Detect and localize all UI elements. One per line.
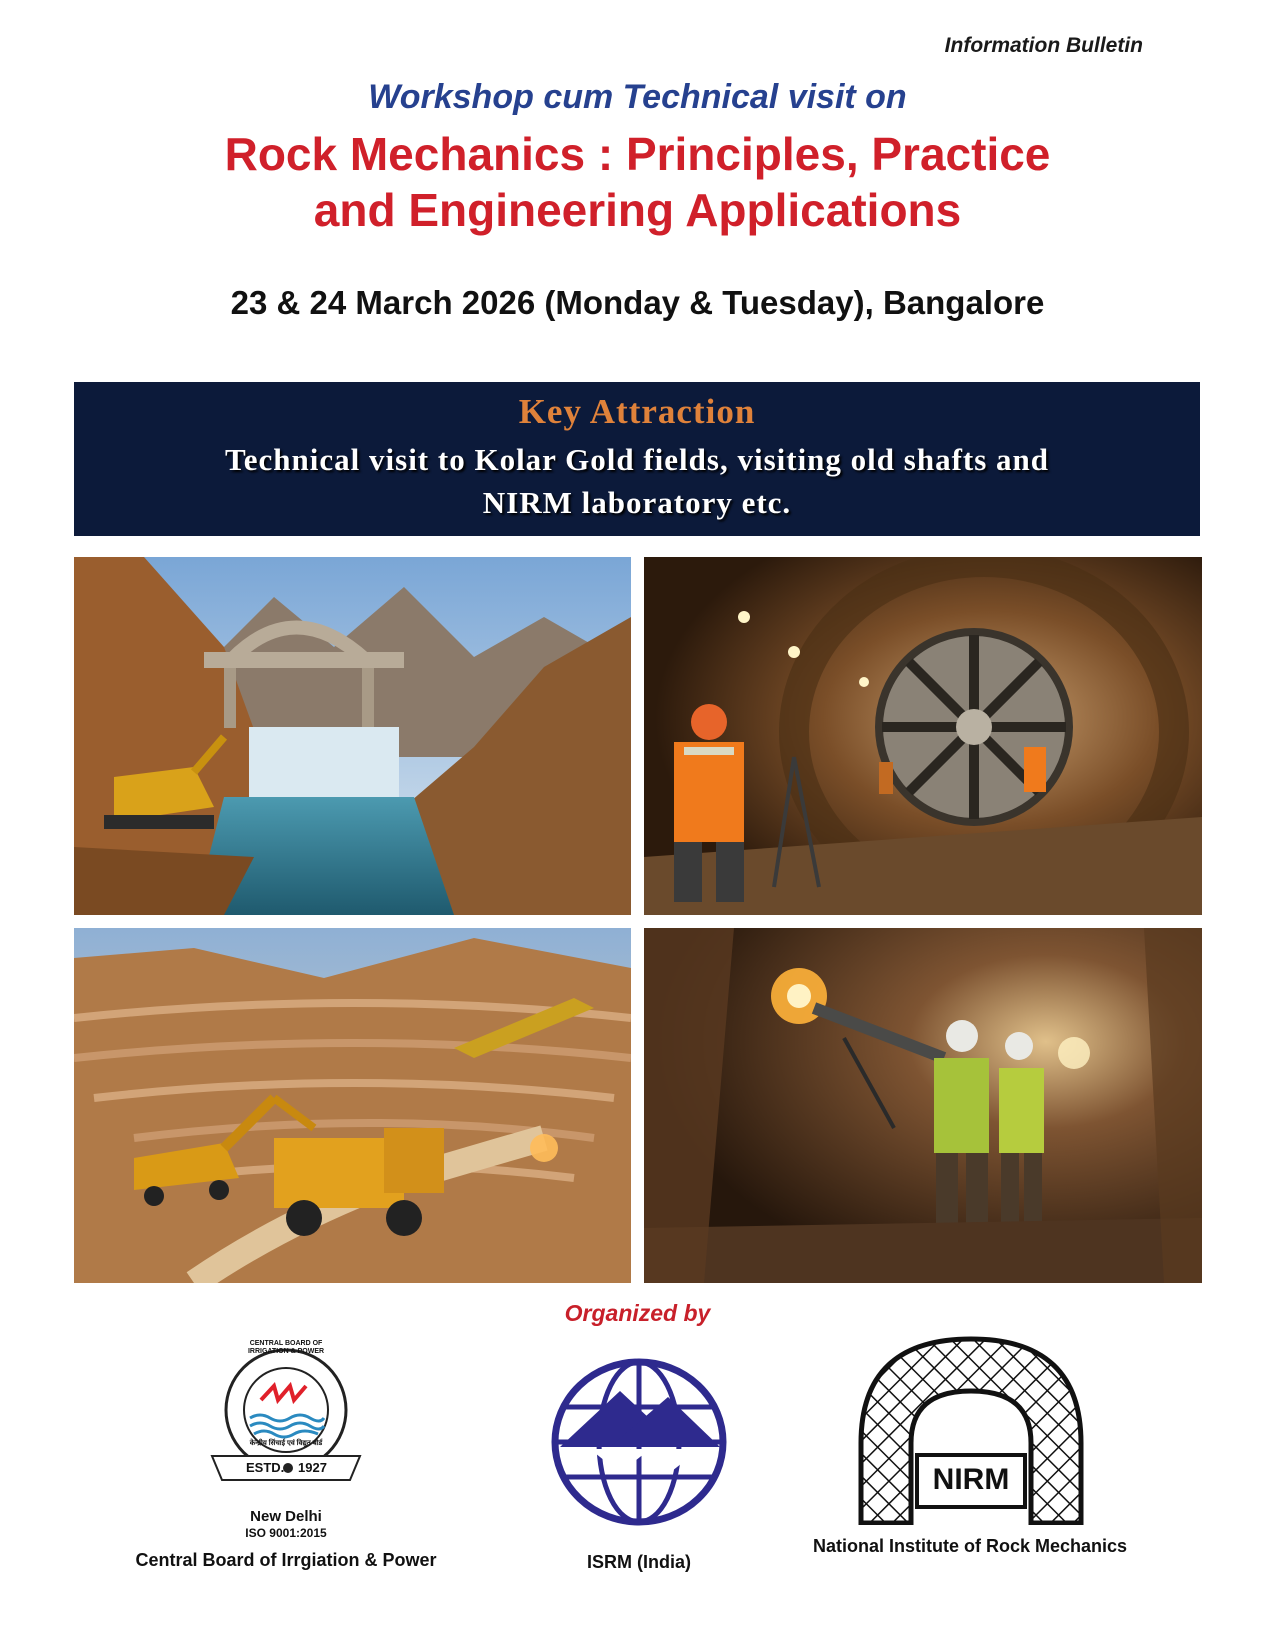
cbip-name: Central Board of Irrgiation & Power bbox=[135, 1550, 437, 1570]
cbip-logo bbox=[206, 1338, 366, 1508]
event-dates: 23 & 24 March 2026 (Monday & Tuesday), Bangalore bbox=[230, 284, 1045, 321]
nirm-name: National Institute of Rock Mechanics bbox=[812, 1536, 1128, 1556]
title-line-2: and Engineering Applications bbox=[313, 184, 962, 236]
cbip-city: New Delhi bbox=[250, 1508, 322, 1525]
title-line-1: Rock Mechanics : Principles, Practice bbox=[224, 128, 1051, 180]
organized-by-label: Organized by bbox=[564, 1300, 711, 1326]
workshop-title bbox=[0, 126, 1275, 238]
key-attraction-line-2: NIRM laboratory etc. bbox=[482, 485, 792, 520]
photo-dam-bridge bbox=[74, 557, 631, 915]
isrm-name: ISRM (India) bbox=[587, 1552, 691, 1572]
key-attraction-banner bbox=[74, 382, 1200, 536]
photo-open-pit-mine bbox=[74, 928, 631, 1283]
key-attraction-text bbox=[74, 438, 1200, 524]
cbip-seal-text: CENTRAL BOARD OF IRRIGATION & POWER bbox=[247, 1340, 325, 1355]
key-attraction-line-1: Technical visit to Kolar Gold fields, visiting old shafts and bbox=[224, 442, 1050, 477]
nirm-abbr: NIRM bbox=[932, 1463, 1010, 1496]
photo-underground-drilling bbox=[644, 928, 1202, 1283]
cbip-estd-text: ESTD. bbox=[246, 1460, 285, 1475]
cbip-hindi-text: केन्द्रीय सिंचाई एवं विद्युत बोर्ड bbox=[249, 1440, 323, 1447]
nirm-logo bbox=[855, 1333, 1087, 1525]
key-attraction-heading: Key Attraction bbox=[518, 392, 756, 431]
photo-tunnel-boring bbox=[644, 557, 1202, 915]
info-bulletin-label: Information Bulletin bbox=[944, 34, 1143, 57]
isrm-logo bbox=[550, 1357, 728, 1527]
cbip-year-text: 1927 bbox=[298, 1460, 327, 1475]
cbip-iso: ISO 9001:2015 bbox=[245, 1526, 327, 1540]
workshop-subtitle: Workshop cum Technical visit on bbox=[368, 78, 907, 116]
